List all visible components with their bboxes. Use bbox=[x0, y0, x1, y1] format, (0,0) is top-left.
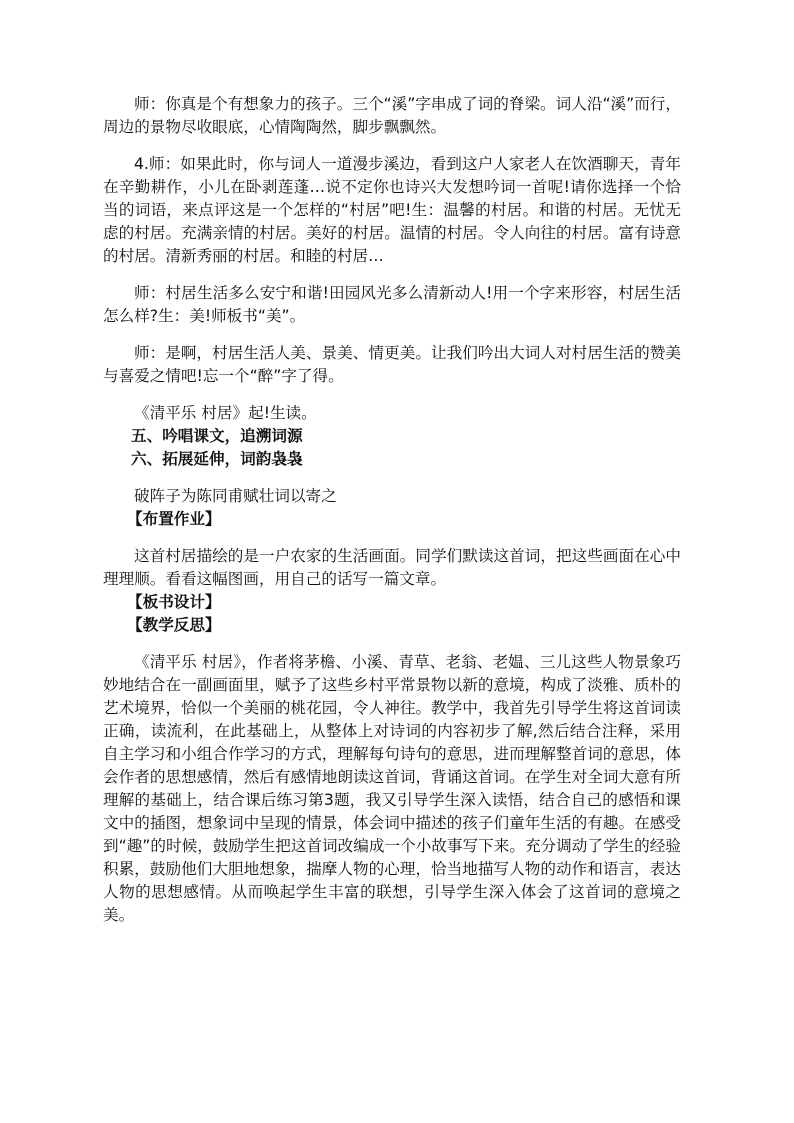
paragraph-praise-life: 师：是啊，村居生活人美、景美、情更美。让我们吟出大词人对村居生活的赞美与喜爱之情吧!忘一个“醉”字了得。 bbox=[103, 344, 681, 385]
paragraph-homework: 这首村居描绘的是一户农家的生活画面。同学们默读这首词，把这些画面在心中理理顺。看看这幅图画，用自己的话写一篇文章。 bbox=[103, 547, 681, 588]
paragraph-reflection: 《清平乐 村居》，作者将茅檐、小溪、青草、老翁、老媪、三儿这些人物景象巧妙地结合在一副画面里，赋予了这些乡村平常景物以新的意境，构成了淡雅、质朴的艺术境界，恰似一个美丽的桃花园，令人神往。教学中，我首先引导学生将这首词读正确，读流利，在此基础上，从整体上对诗词的内容初步了解,然后结合注释，采用自主学习和小组合作学习的方式，理解每句诗句的意思，进而理解整首词的意思，体会作者的思想感情，然后有感情地朗读这首词，背诵这首词。在学生对全词大意有所理解的基础上，结合课后练习第3题，我又引导学生深入读悟，结合自己的感悟和课文中的插图，想象词中呈现的情景，体会词中描述的孩子们童年生活的有趣。在感受到“趣”的时候，鼓励学生把这首词改编成一个小故事写下来。充分调动了学生的经验积累，鼓励他们大胆地想象，揣摩人物的心理，恰当地描写人物的动作和语言，表达人物的思想感情。从而唤起学生丰富的联想，引导学生深入体会了这首词的意境之美。 bbox=[103, 653, 681, 924]
document-page bbox=[103, 93, 681, 927]
paragraph-village-comments: 4.师：如果此时，你与词人一道漫步溪边，看到这户人家老人在饮酒聊天，青年在辛勤耕作，小儿在卧剥莲蓬…说不定你也诗兴大发想吟词一首呢!请你选择一个恰当的词语，来点评这是一个怎样的“村居”吧!生：温馨的村居。和谐的村居。无忧无虑的村居。充满亲情的村居。美好的村居。温情的村居。令人向往的村居。富有诗意的村居。清新秀丽的村居。和睦的村居… bbox=[103, 155, 681, 265]
section-heading-6: 六、拓展延伸，词韵袅袅 bbox=[131, 450, 303, 468]
paragraph-teacher-praise: 师：你真是个有想象力的孩子。三个“溪”字串成了词的脊梁。词人沿“溪”而行，周边的景物尽收眼底，心情陶陶然，脚步飘飘然。 bbox=[103, 95, 681, 136]
paragraph-poem-title: 破阵子为陈同甫赋壮词以寄之 bbox=[134, 487, 337, 505]
heading-board-design: 【板书设计】 bbox=[127, 593, 221, 611]
section-heading-5: 五、吟唱课文，追溯词源 bbox=[131, 427, 303, 445]
paragraph-village-life: 师：村居生活多么安宁和谐!田园风光多么清新动人!用一个字来形容，村居生活怎么样?生：美!师板书“美”。 bbox=[103, 284, 681, 325]
paragraph-poem-reading: 《清平乐 村居》起!生读。 bbox=[134, 404, 317, 422]
heading-homework: 【布置作业】 bbox=[127, 510, 221, 528]
heading-teaching-reflection: 【教学反思】 bbox=[127, 616, 221, 634]
